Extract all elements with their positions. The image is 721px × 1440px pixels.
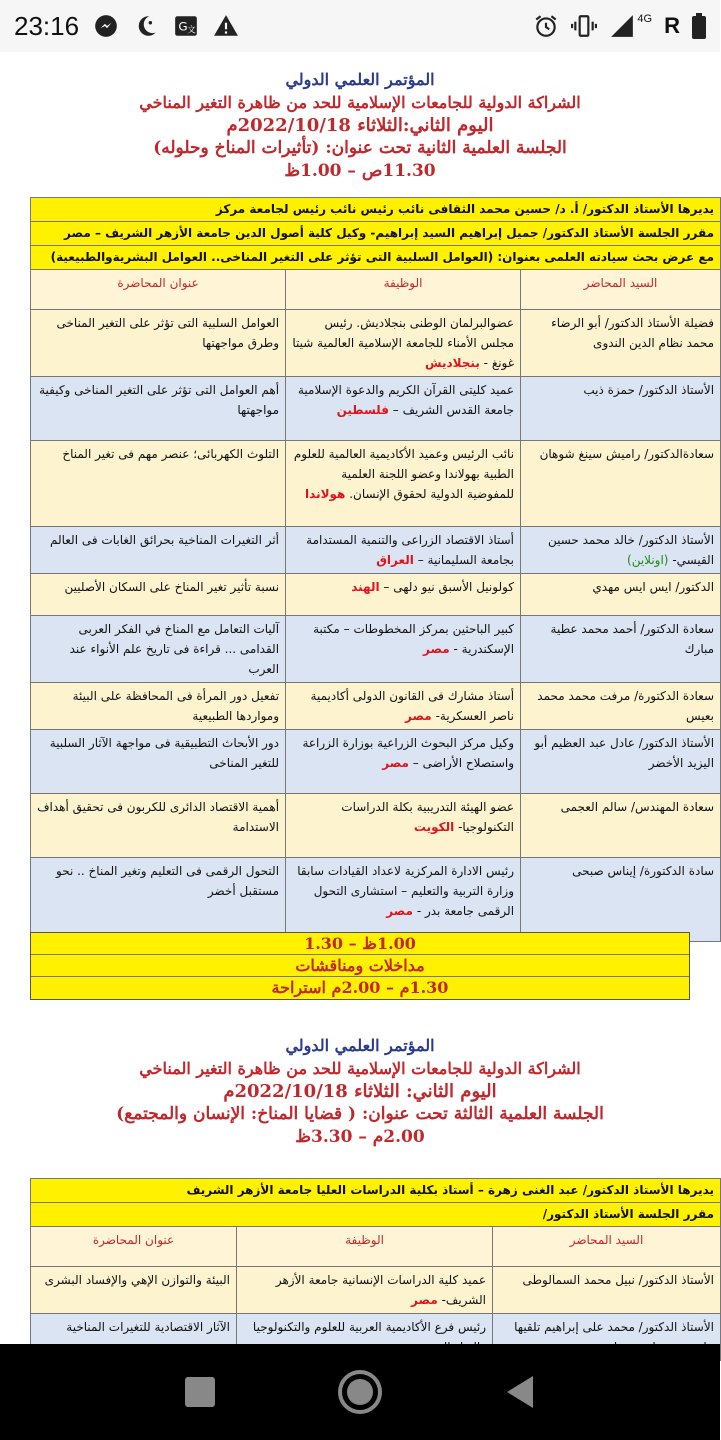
home-icon [337,1369,383,1415]
roaming-indicator: R [664,13,680,38]
table-row [31,527,721,574]
job-text: نائب الرئيس وعميد الأكاديمية العالمية للعلوم الطبية بهولاندا وعضو اللجنة العلمية للمفوضية الدولية لحقوق الإنسان. [293,447,515,501]
job-text: أستاذ مشارك فى القانون الدولى أكاديمية ناصر العسكرية- [310,689,515,723]
topic-text: دور الأبحاث التطبيقية فى مواجهة الآثار السلبية للتغير المناخى [49,736,280,770]
speaker-cell [521,377,721,441]
job-text: رئيس فرع الأكاديمية العربية للعلوم والتكنولوجيا [252,1320,487,1334]
conference-subtitle: الشراكة الدولية للجامعات الإسلامية للحد من ظاهرة التغير المناخي [139,93,581,112]
topic-cell [31,310,286,377]
speaker-name: سعادة الدكتور/ أحمد محمد عطية مبارك [550,622,715,656]
status-bar [0,0,720,52]
header-speaker: السيد المحاضر [521,270,721,310]
topic-text: أثر التغيرات المناخية بحرائق الغابات فى العالم [49,533,280,547]
country-label: بنجلاديش [425,356,480,370]
signal-4g-icon [609,13,635,39]
job-cell [286,377,521,441]
speaker-name: سادة الدكتورة/ إيناس صبحى [572,864,715,878]
home-button[interactable] [330,1362,390,1422]
speaker-name: الأستاذ الدكتور/ خالد محمد حسين القيسي- [547,533,715,567]
country-label: العراق [376,553,414,567]
job-cell [286,616,521,683]
keynote-line: مع عرض بحث سيادته العلمى بعنوان: (العوامل السلبية التى تؤثر على التغير المناخى.. العوامل البشريةوالطبيعية) [31,246,721,270]
table-row [31,377,721,441]
header-job-2: الوظيفة [237,1227,493,1267]
country-label: فلسطين [336,403,389,417]
job-cell [286,574,521,616]
speaker-cell [521,310,721,377]
translate-icon [173,13,199,39]
svg-text:文: 文 [187,25,196,36]
network-type: 4G [637,13,653,25]
topic-text: التحول الرقمى فى التعليم وتغير المناخ .. نحو مستقبل أخضر [56,864,280,898]
warning-icon [213,13,239,39]
session2-table [30,197,721,942]
session-time: 11.30ص – 1.00ظ [284,161,436,181]
speaker-note: (اونلاين) [627,553,669,567]
job-cell [286,310,521,377]
job-text: عميد كليتى القرآن الكريم والدعوة الإسلامية جامعة القدس الشريف – [298,383,515,417]
table-row [31,730,721,794]
speaker-cell [521,616,721,683]
topic-text: نسبة تأثير تغير المناخ على السكان الأصليين [64,580,280,594]
job-cell [286,730,521,794]
topic-cell [31,527,286,574]
chair-line: يديرها الأستاذ الدكتور/ أ. د/ حسين محمد الثقافى نائب رئيس نائب رئيس لجامعة مركز [31,198,721,222]
speaker-cell [521,730,721,794]
navigation-bar [0,1344,720,1440]
country-label: مصر [386,904,413,918]
chair-line-2: يديرها الأستاذ الدكتور/ عبد الغنى زهرة – أستاذ بكلية الدراسات العليا جامعة الأزهر الشريف [31,1179,721,1203]
topic-cell [31,1267,237,1314]
speaker-cell [521,794,721,858]
topic-text: تفعيل دور المرأة فى المحافظة على البيئة ومواردها الطبيعية [72,689,280,723]
speaker-name: فضيلة الأستاذ الدكتور/ أبو الرضاء محمد نظام الدين الندوى [551,316,715,350]
country-label: مصر [405,709,432,723]
topic-cell [31,574,286,616]
country-label: الهند [351,580,380,594]
job-cell [286,794,521,858]
recents-icon [183,1375,217,1409]
header-speaker-2: السيد المحاضر [493,1227,721,1267]
topic-text: البيئة والتوازن الإهي والإفساد البشرى [44,1273,231,1287]
topic-cell [31,441,286,527]
header-topic: عنوان المحاضرة [31,270,286,310]
table-row [31,794,721,858]
vibrate-icon [571,13,597,39]
job-cell [286,683,521,730]
topic-text: أهم العوامل التى تؤثر على التغير المناخى وكيفية مواجهتها [39,383,280,417]
job-cell [286,858,521,942]
session3-heading [40,1034,680,1149]
session-title: الجلسة العلمية الثانية تحت عنوان: (تأثيرات المناخ وحلوله) [153,138,567,158]
moon-icon [133,13,159,39]
table-row [31,1267,721,1314]
topic-cell [31,616,286,683]
speaker-cell [521,574,721,616]
rest-label: 1.30م – 2.00م استراحة [271,978,449,997]
country-label: مصر [422,642,450,656]
conference-title-2: المؤتمر العلمي الدولي [285,1036,435,1055]
speaker-name: سعادة المهندس/ سالم العجمى [560,800,715,814]
topic-cell [31,794,286,858]
clock: 23:16 [14,10,80,41]
table-row [31,683,721,730]
topic-text: أهمية الاقتصاد الدائرى للكربون فى تحقيق أهداف الاستدامة [37,800,280,834]
messenger-icon [93,13,119,39]
discussion-label: مداخلات ومناقشات [31,955,689,977]
topic-text: التلوث الكهربائى؛ عنصر مهم فى تغير المناخ [62,447,280,461]
speaker-name: الأستاذ الدكتور/ نبيل محمد السمالوطى [522,1273,715,1287]
back-button[interactable] [490,1362,550,1422]
topic-cell [31,683,286,730]
day-line: اليوم الثاني:الثلاثاء 2022/10/18م [226,115,494,136]
speaker-cell [521,527,721,574]
speaker-name: الأستاذ الدكتور/ حمزة ذيب [583,383,715,397]
battery-icon [692,13,706,39]
session2-heading [40,68,680,183]
session-title-2: الجلسة العلمية الثالثة تحت عنوان: ( قضايا المناخ: الإنسان والمجتمع) [116,1104,604,1124]
job-text: عميد كلية الدراسات الإنسانية جامعة الأزهر الشريف- [275,1273,487,1307]
country-label: مصر [382,756,409,770]
topic-cell [31,858,286,942]
job-text: كولونيل الأسبق نيو دلهى – [383,580,515,594]
session3-table [30,1178,721,1361]
topic-cell [31,730,286,794]
job-cell [237,1267,493,1314]
job-cell [286,441,521,527]
table-row [31,310,721,377]
country-label: الكويت [413,820,455,834]
topic-cell [31,377,286,441]
table-row [31,574,721,616]
country-label: مصر [411,1293,438,1307]
conference-subtitle-2: الشراكة الدولية للجامعات الإسلامية للحد من ظاهرة التغير المناخي [139,1059,581,1078]
speaker-name: الدكتور/ ايس ايس مهدي [592,580,715,594]
topic-text: آليات التعامل مع المناخ في الفكر العربى القدامى ... قراءة فى تاريخ علم الأنواء عند العرب [69,622,280,676]
day-line-2: اليوم الثاني: الثلاثاء 2022/10/18م [223,1081,497,1102]
document-view[interactable] [0,52,720,1344]
svg-text:G: G [178,19,188,34]
job-text: عضو الهيئة التدريبية بكلة الدراسات التكنولوجيا- [341,800,515,834]
recents-button[interactable] [170,1362,230,1422]
speaker-cell [493,1267,721,1314]
job-text: وكيل مركز البحوث الزراعية بوزارة الزراعة واستصلاح الأراضى – [302,736,515,770]
header-topic-2: عنوان المحاضرة [31,1227,237,1267]
speaker-cell [521,683,721,730]
speaker-name: سعادة الدكتورة/ مرفت محمد محمد بعيس [537,689,715,723]
rapporteur-line: مقرر الجلسة الأستاذ الدكتور/ جميل إبراهيم السيد إبراهيم- وكيل كلية أصول الدين جامعة الأزهر الشريف – مصر [31,222,721,246]
break-time: 1.00ظ – 1.30 [31,933,689,955]
alarm-icon [533,13,559,39]
conference-title: المؤتمر العلمي الدولي [285,70,435,89]
rapporteur-line-2: مقرر الجلسة الأستاذ الدكتور/ [31,1203,721,1227]
job-text: كبير الباحثين بمركز المخطوطات – مكتبة الإسكندرية - [313,622,515,656]
job-text: أستاذ الاقتصاد الزراعى والتنمية المستدامة بجامعة السليمانية – [306,533,515,567]
speaker-name: سعادةالدكتور/ راميش سينغ شوهان [539,447,715,461]
table-row [31,441,721,527]
job-cell [286,527,521,574]
topic-text: العوامل السلبية التى تؤثر على التغير المناخى وطرق مواجهتها [56,316,280,350]
speaker-cell [521,441,721,527]
break-box [30,932,690,1000]
header-job: الوظيفة [286,270,521,310]
session-time-2: 2.00م – 3.30ظ [295,1127,425,1147]
topic-text: الآثار الاقتصادية للتغيرات المناخية [66,1320,231,1334]
country-label: هولاندا [305,487,346,501]
speaker-cell [521,858,721,942]
table-row [31,858,721,942]
table-row [31,616,721,683]
job-text: عضوالبرلمان الوطنى بنجلاديش. رئيس مجلس الأمناء للجامعة الإسلامية العالمية شيتا غونغ - [292,316,515,370]
back-icon [503,1374,537,1410]
speaker-name: الأستاذ الدكتور/ محمد على إبراهيم تلقيها [514,1320,715,1334]
speaker-name: الأستاذ الدكتور/ عادل عبد العظيم أبو اليزيد الأخضر [534,736,715,770]
job-text: رئيس الادارة المركزية لاعداد القيادات سابقا وزارة التربية والتعليم – استشارى التحول الرقمى جامعة بدر - [297,864,515,918]
